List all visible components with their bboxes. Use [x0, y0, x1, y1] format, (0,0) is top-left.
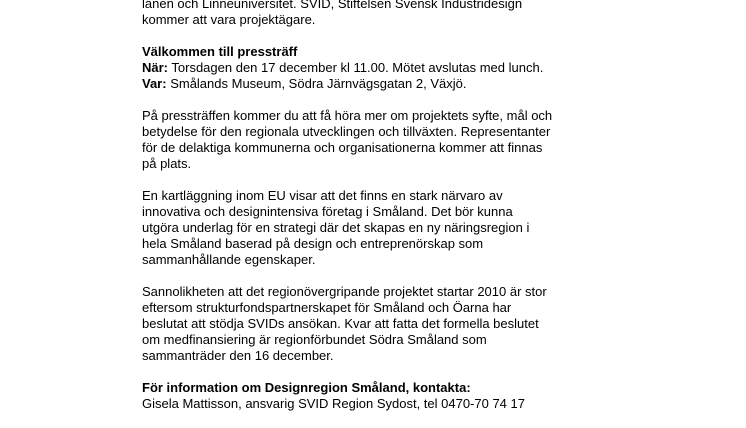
purpose-paragraph — [142, 108, 622, 172]
text-line: På pressträffen kommer du att få höra mer om projektets syfte, mål och — [142, 108, 553, 123]
text-line: kommer att vara projektägare. — [142, 12, 316, 27]
press-meeting-heading: Välkommen till pressträff — [142, 44, 298, 59]
where-value: Smålands Museum, Södra Järnvägsgatan 2, Växjö. — [166, 76, 467, 91]
text-line: hela Småland baserad på design och entreprenörskap som — [142, 236, 484, 251]
when-line — [142, 60, 622, 76]
text-line: sammanträder den 16 december. — [142, 348, 334, 363]
contact-line: Gisela Mattisson, ansvarig SVID Region Sydost, tel 0470-70 74 17 — [142, 396, 525, 411]
where-label: Var: — [142, 76, 167, 91]
where-line — [142, 76, 622, 92]
text-line: beslutat att stödja SVIDs ansökan. Kvar att fatta det formella beslutet — [142, 316, 539, 331]
text-line: utgöra underlag för en strategi där det skapas en ny näringsregion i — [142, 220, 530, 235]
text-line: Sannolikheten att det regionövergripande projektet startar 2010 är stor — [142, 284, 547, 299]
text-line: innovativa och designintensiva företag i Småland. Det bör kunna — [142, 204, 513, 219]
survey-paragraph — [142, 188, 622, 268]
text-line: för de delaktiga kommunerna och organisationerna kommer att finnas — [142, 140, 543, 155]
contact-heading: För information om Designregion Småland, kontakta: — [142, 380, 471, 395]
text-line: om medfinansiering är regionförbundet Södra Småland som — [142, 332, 487, 347]
probability-paragraph — [142, 284, 622, 364]
text-line: En kartläggning inom EU visar att det finns en stark närvaro av — [142, 188, 503, 203]
text-line: eftersom strukturfondspartnerskapet för Småland och Öarna har — [142, 300, 512, 315]
press-release-document — [142, 0, 622, 428]
contact-section — [142, 380, 622, 412]
text-line: betydelse för den regionala utvecklingen och tillväxten. Representanter — [142, 124, 551, 139]
text-line: sammanhållande egenskaper. — [142, 252, 316, 267]
press-meeting-section — [142, 44, 622, 92]
when-label: När: — [142, 60, 169, 75]
intro-paragraph — [142, 0, 622, 28]
text-line: på plats. — [142, 156, 192, 171]
when-value: Torsdagen den 17 december kl 11.00. Mötet avslutas med lunch. — [168, 60, 544, 75]
text-line: länen och Linneuniversitet. SVID, Stiftelsen Svensk Industridesign — [142, 0, 523, 11]
